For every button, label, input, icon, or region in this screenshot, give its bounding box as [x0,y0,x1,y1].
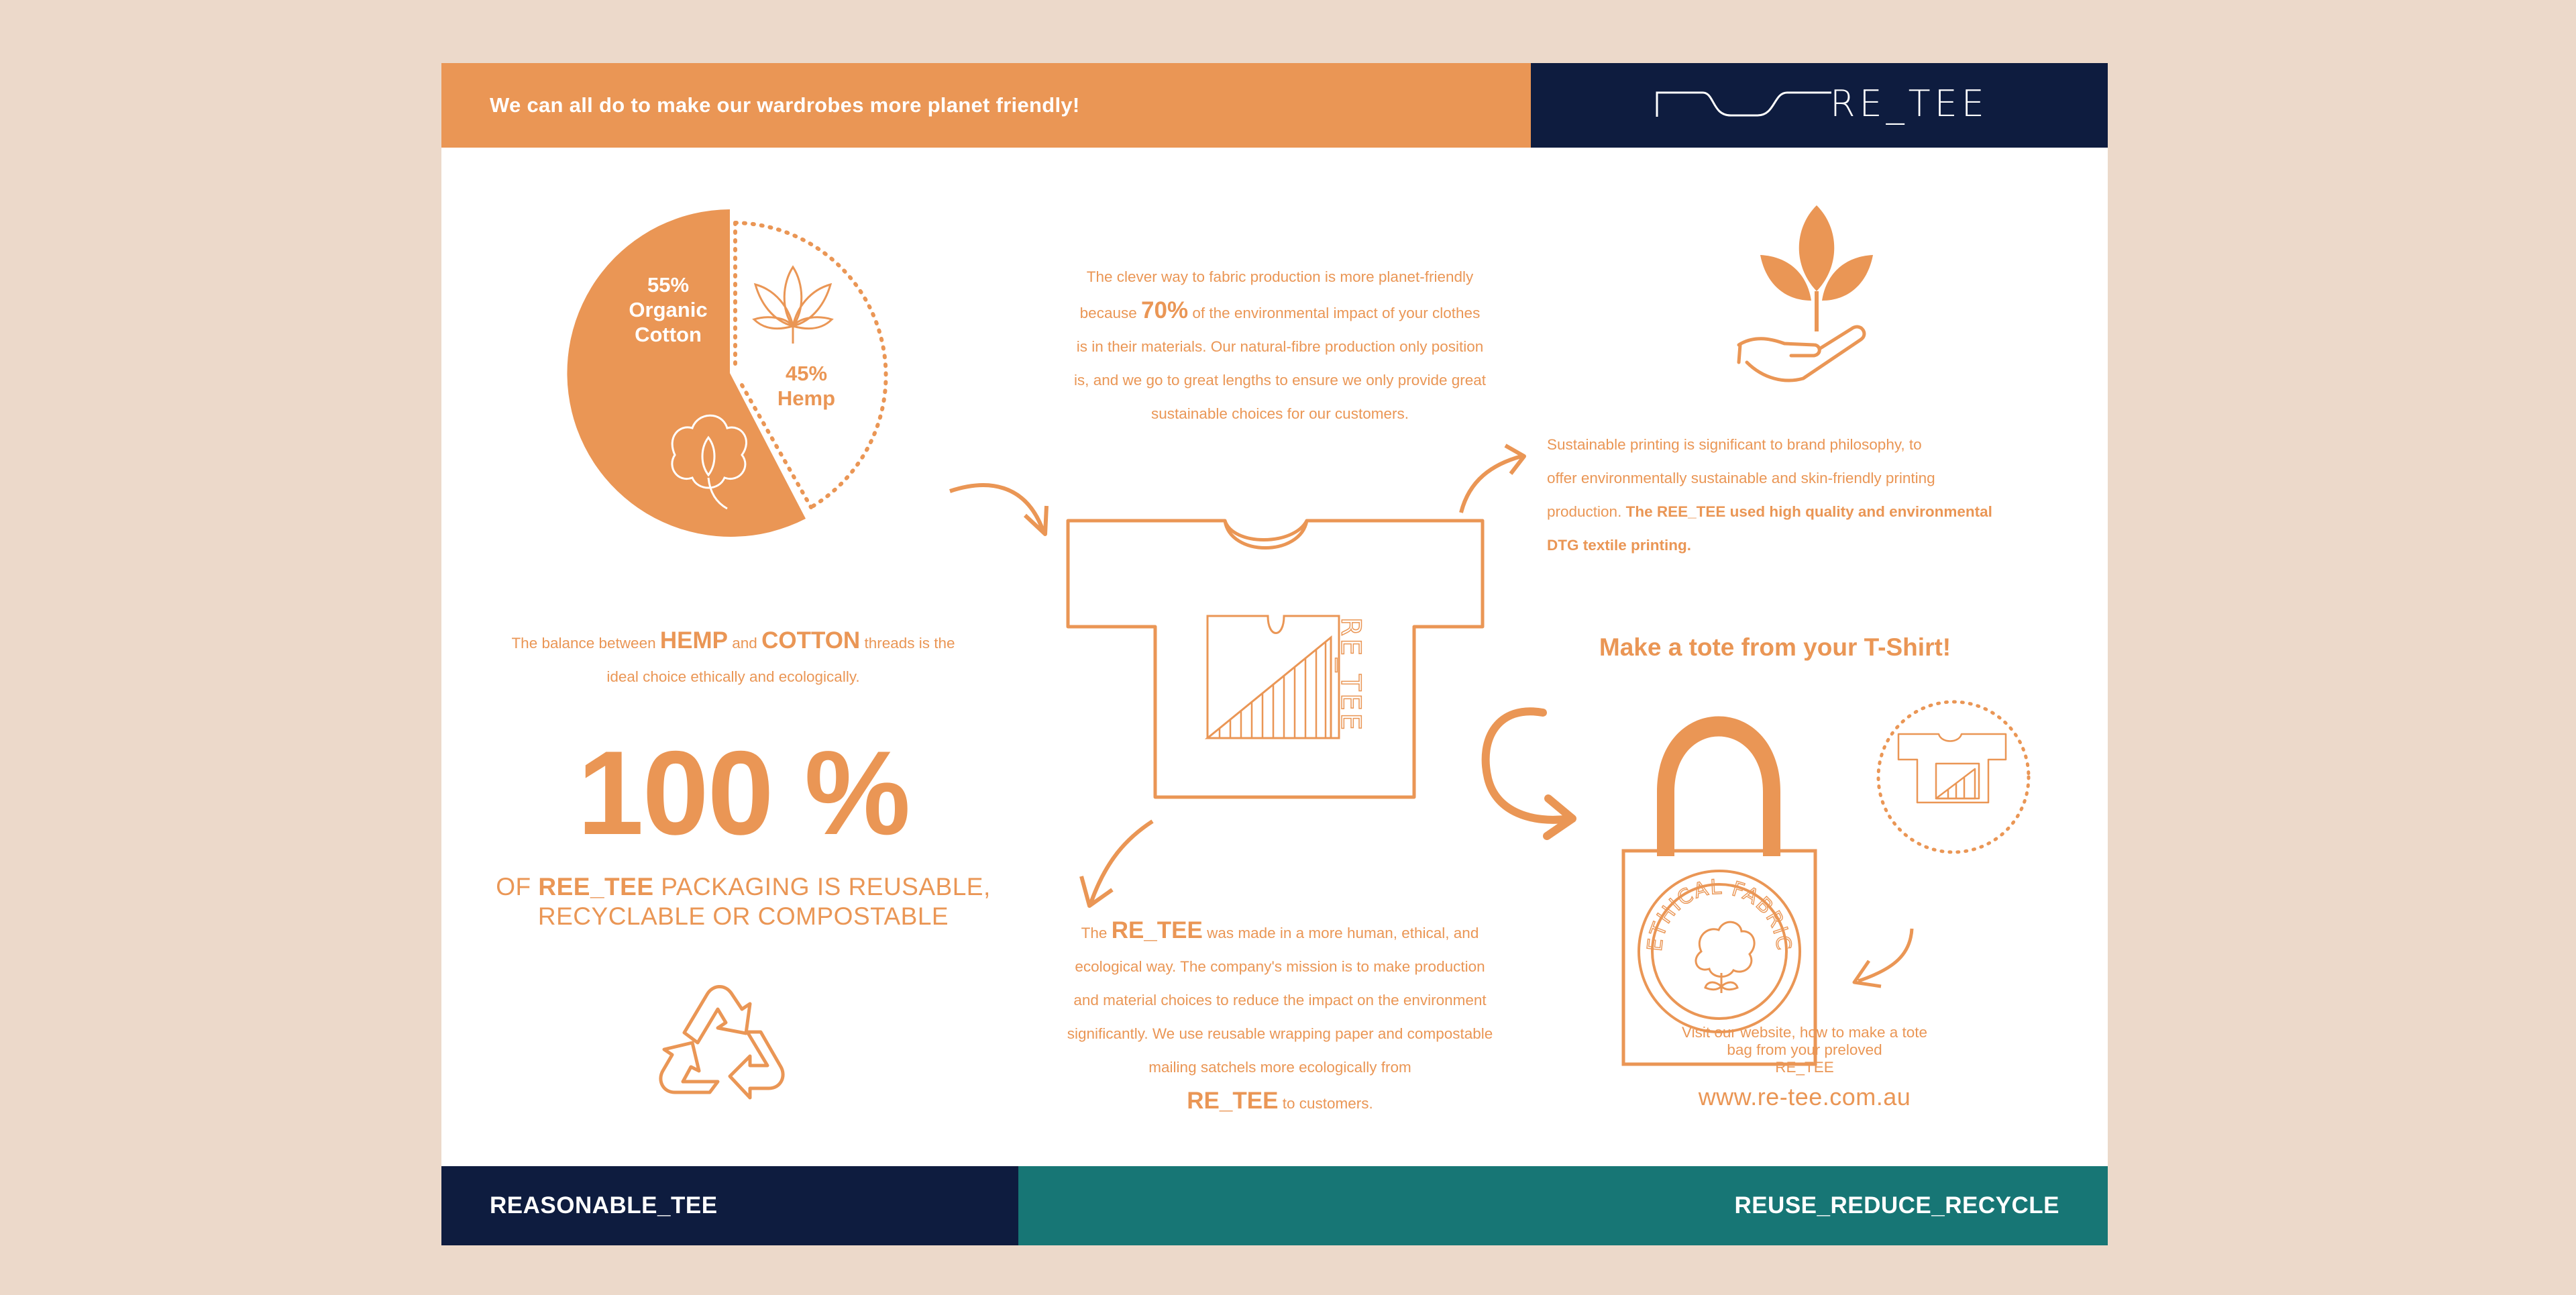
infographic-card [441,63,2108,1245]
website-link[interactable]: www.re-tee.com.au [1698,1083,1911,1110]
arrow-to-printing-icon [1453,437,1547,518]
ethical-fabric-badge-text: ETHICAL FABRIC [1643,875,1796,953]
tote-title: Make a tote from your T-Shirt! [1599,633,1951,661]
logo-text: RE_TEE [1830,83,1988,125]
arrow-to-mission-icon [1072,809,1166,930]
footer-right-text: REUSE_REDUCE_RECYCLE [1734,1192,2059,1219]
pie-label-hemp: 45% Hemp [777,362,836,410]
dotted-tshirt-circle-icon [1874,698,2035,859]
svg-text:ETHICAL FABRIC [1644,876,1796,953]
arrow-to-tote-icon [1479,698,1579,845]
footer-left-text: REASONABLE_TEE [490,1192,718,1219]
tshirt-print-text: RE_TEE [1335,617,1366,733]
logo-line-icon [1656,89,1837,122]
badge-cotton-icon [1696,922,1754,993]
pie-label-organic-cotton: 55% Organic Cotton [629,273,708,346]
packaging-percentage: 100 % [577,726,910,860]
tote-bag-icon [1619,698,1821,1074]
footer-left-banner [441,1166,1018,1245]
tshirt-print-graphic [1208,616,1339,738]
visit-website-text: Visit our website, how to make a tote bag from your preloved RE_TEE [1681,1024,1928,1076]
printing-paragraph: Sustainable printing is significant to brand philosophy, to offer environmentally sustainable and skin-friendly printing production. The REE_TEE used high quality and environmental DTG textile printing. [1547,436,1992,554]
plant-in-hand-icon [1727,201,1894,396]
hemp-leaf-icon [754,267,832,344]
recycle-icon [643,969,810,1117]
balance-paragraph: The balance between HEMP and COTTON threads is the ideal choice ethically and ecologically. [511,627,955,685]
header-banner [441,63,1531,148]
packaging-statement: OF REE_TEE PACKAGING IS REUSABLE, RECYCLABLE OR COMPOSTABLE [496,873,991,930]
fabric-paragraph: The clever way to fabric production is more planet-friendly because 70% of the environmental impact of your clothes is in their materials. Our natural-fibre production only position is, and we go to great lengths to ensure we only provide great sustainable choices for our customers. [1073,268,1487,422]
header-tagline: We can all do to make our wardrobes more planet friendly! [490,93,1080,117]
arrow-from-circle-icon [1841,914,1921,994]
mission-paragraph: The RE_TEE was made in a more human, ethical, and ecological way. The company's mission is to make production and material choices to reduce the impact on the environment significantly. We use reusable wrapping paper and compostable mailing satchels more ecologically from RE_TEE to customers. [1067,917,1493,1114]
tshirt-icon [1065,519,1488,801]
arrow-to-tshirt-icon [946,455,1053,562]
footer-right-banner [1018,1166,2108,1245]
